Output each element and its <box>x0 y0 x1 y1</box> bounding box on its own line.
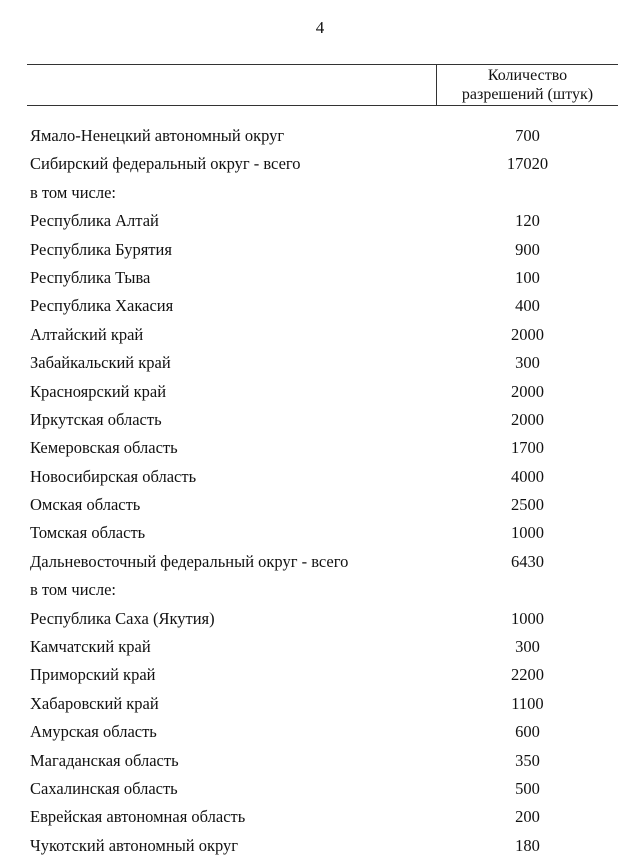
table-row <box>0 491 640 519</box>
table-row <box>0 519 640 547</box>
table-row <box>0 434 640 462</box>
row-value: 2200 <box>511 665 544 685</box>
table-row <box>0 803 640 831</box>
row-name: Кемеровская область <box>30 438 178 458</box>
row-name: Еврейская автономная область <box>30 807 246 827</box>
row-name: Забайкальский край <box>30 353 171 373</box>
row-value: 100 <box>515 267 540 287</box>
row-name: Красноярский край <box>30 381 167 401</box>
row-name: Республика Алтай <box>30 211 159 231</box>
row-name: Сибирский федеральный округ - всего <box>30 154 301 174</box>
row-name: в том числе: <box>30 182 117 202</box>
row-name: Магаданская область <box>30 750 179 770</box>
row-name: Чукотский автономный округ <box>30 835 239 855</box>
row-name: Приморский край <box>30 665 156 685</box>
row-name: Ямало-Ненецкий автономный округ <box>30 126 285 145</box>
column-header <box>437 66 618 104</box>
row-name: Республика Саха (Якутия) <box>30 608 215 628</box>
row-value: 1000 <box>511 608 544 628</box>
row-value: 200 <box>515 807 540 827</box>
row-value: 700 <box>515 126 540 145</box>
column-header-line-2: разрешений (штук) <box>461 86 594 103</box>
row-name: Хабаровский край <box>30 693 159 713</box>
row-value: 6430 <box>511 551 544 571</box>
row-value: 400 <box>515 296 540 316</box>
table-top-rule <box>27 64 618 65</box>
row-value: 1700 <box>511 438 544 458</box>
row-value: 1000 <box>511 523 544 543</box>
row-name: Республика Тыва <box>30 267 151 287</box>
table-row <box>0 378 640 406</box>
row-value: 120 <box>515 211 540 231</box>
row-value: 350 <box>515 750 540 770</box>
table-row <box>0 406 640 434</box>
row-name: Сахалинская область <box>30 778 178 798</box>
row-name: Республика Хакасия <box>30 296 174 316</box>
row-name: Амурская область <box>30 722 157 742</box>
table-row <box>0 605 640 633</box>
row-name: Омская область <box>30 495 141 515</box>
row-value: 300 <box>515 353 540 373</box>
row-value: 900 <box>515 239 540 259</box>
table-row <box>0 349 640 377</box>
row-name: Камчатский край <box>30 637 151 657</box>
table-row <box>0 292 640 320</box>
table-row <box>0 321 640 349</box>
table-row <box>0 775 640 803</box>
table-row <box>0 236 640 264</box>
row-value: 500 <box>515 778 540 798</box>
table-row <box>0 264 640 292</box>
table-row <box>0 548 640 576</box>
row-name: Алтайский край <box>30 324 144 344</box>
row-name: Республика Бурятия <box>30 239 172 259</box>
row-name: Иркутская область <box>30 409 162 429</box>
row-value: 2000 <box>511 324 544 344</box>
table-body <box>0 122 640 860</box>
table-row <box>0 179 640 207</box>
row-name: Томская область <box>30 523 146 543</box>
table-row <box>0 207 640 235</box>
table-row <box>0 150 640 178</box>
page-number: 4 <box>315 18 325 37</box>
table-header-bottom-rule <box>27 105 618 106</box>
row-value: 2000 <box>511 381 544 401</box>
row-value: 1100 <box>511 693 544 713</box>
row-name: Дальневосточный федеральный округ - всего <box>30 551 349 571</box>
table-row <box>0 747 640 775</box>
row-value: 300 <box>515 637 540 657</box>
row-value: 180 <box>515 835 540 855</box>
row-value: 600 <box>515 722 540 742</box>
table-row <box>0 832 640 860</box>
table-row <box>0 661 640 689</box>
row-name: Новосибирская область <box>30 466 197 486</box>
table-row <box>0 576 640 604</box>
table-row <box>0 463 640 491</box>
table-row <box>0 718 640 746</box>
row-value: 2000 <box>511 409 544 429</box>
column-header-line-1: Количество <box>487 67 568 84</box>
table-row <box>0 690 640 718</box>
table-row <box>0 633 640 661</box>
row-value: 2500 <box>511 495 544 515</box>
row-value: 17020 <box>506 154 549 174</box>
row-name: в том числе: <box>30 580 117 600</box>
table-row <box>0 122 640 150</box>
row-value: 4000 <box>511 466 544 486</box>
